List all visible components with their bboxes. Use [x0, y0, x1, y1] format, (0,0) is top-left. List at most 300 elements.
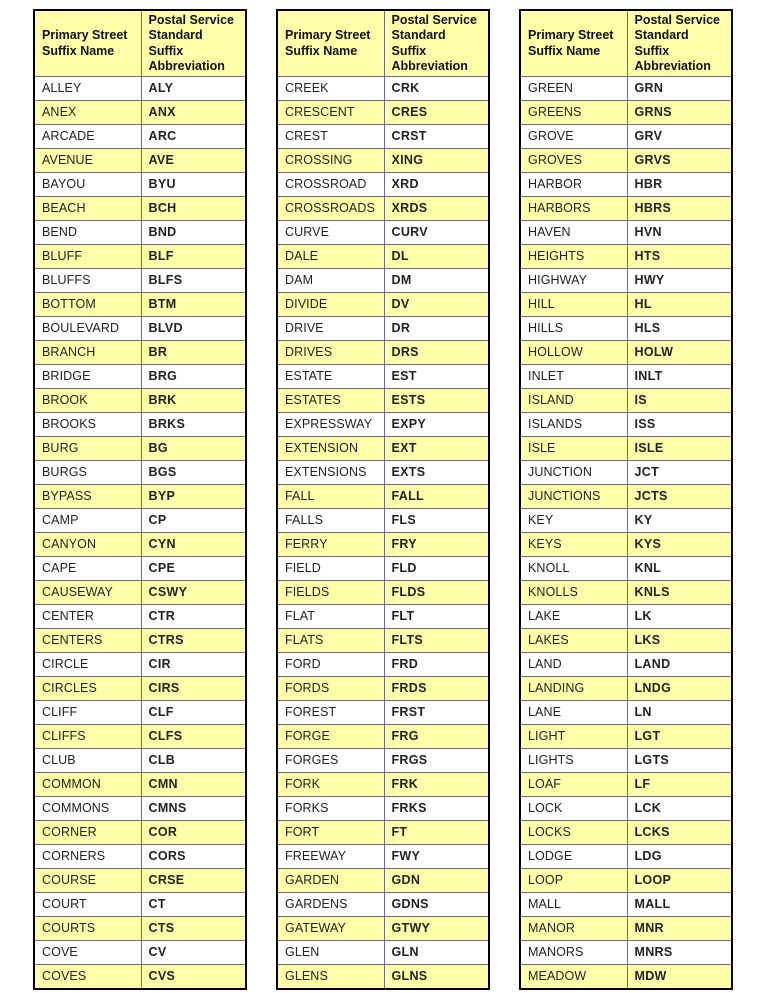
table-row — [277, 389, 489, 413]
suffix-abbreviation-cell: KNL — [627, 557, 732, 581]
suffix-abbreviation-cell: LN — [627, 701, 732, 725]
suffix-abbreviation-cell: CURV — [384, 221, 489, 245]
table-row — [520, 317, 732, 341]
suffix-name-cell: FORGE — [277, 725, 384, 749]
suffix-name-cell: ANEX — [34, 101, 141, 125]
table-row — [277, 917, 489, 941]
table-row — [277, 221, 489, 245]
table-row — [34, 317, 246, 341]
suffix-name-cell: CORNER — [34, 821, 141, 845]
suffix-name-cell: LAND — [520, 653, 627, 677]
table-row — [34, 245, 246, 269]
suffix-abbreviation-cell: FT — [384, 821, 489, 845]
table-row — [277, 365, 489, 389]
suffix-abbreviation-cell: CPE — [141, 557, 246, 581]
suffix-abbreviation-cell: GTWY — [384, 917, 489, 941]
header-primary-street-suffix-name: Primary Street Suffix Name — [34, 10, 141, 77]
suffix-abbreviation-cell: XING — [384, 149, 489, 173]
suffix-name-cell: LIGHTS — [520, 749, 627, 773]
table-row — [520, 725, 732, 749]
suffix-abbreviation-cell: ISS — [627, 413, 732, 437]
suffix-name-cell: CLUB — [34, 749, 141, 773]
table-row — [34, 845, 246, 869]
table-row — [34, 749, 246, 773]
suffix-name-cell: KNOLLS — [520, 581, 627, 605]
suffix-abbreviation-cell: CLB — [141, 749, 246, 773]
table-row — [34, 629, 246, 653]
suffix-name-cell: EXTENSION — [277, 437, 384, 461]
table-row — [277, 557, 489, 581]
suffix-name-cell: INLET — [520, 365, 627, 389]
suffix-name-cell: ESTATES — [277, 389, 384, 413]
suffix-abbreviation-cell: BLFS — [141, 269, 246, 293]
suffix-abbreviation-cell: FLT — [384, 605, 489, 629]
suffix-name-cell: HILL — [520, 293, 627, 317]
table-row — [277, 197, 489, 221]
table-row — [520, 629, 732, 653]
suffix-name-cell: LAKE — [520, 605, 627, 629]
table-row — [520, 125, 732, 149]
suffix-name-cell: GLENS — [277, 965, 384, 989]
suffix-abbreviation-cell: MNRS — [627, 941, 732, 965]
table-row — [34, 101, 246, 125]
table-row — [520, 197, 732, 221]
table-row — [520, 365, 732, 389]
suffix-name-cell: ISLE — [520, 437, 627, 461]
suffix-name-cell: BAYOU — [34, 173, 141, 197]
suffix-abbreviation-cell: HOLW — [627, 341, 732, 365]
suffix-abbreviation-cell: FRST — [384, 701, 489, 725]
table-row — [520, 677, 732, 701]
suffix-abbreviation-cell: FLDS — [384, 581, 489, 605]
table-row — [34, 437, 246, 461]
suffix-name-cell: DRIVE — [277, 317, 384, 341]
suffix-abbreviation-cell: BR — [141, 341, 246, 365]
suffix-abbreviation-cell: CRSE — [141, 869, 246, 893]
suffix-abbreviation-cell: CTRS — [141, 629, 246, 653]
suffix-abbreviation-cell: CMN — [141, 773, 246, 797]
table-header — [34, 10, 246, 77]
table-row — [520, 965, 732, 989]
header-postal-service-standard-suffix-abbreviation: Postal Service Standard Suffix Abbreviation — [141, 10, 246, 77]
suffix-name-cell: BLUFFS — [34, 269, 141, 293]
table-row — [277, 845, 489, 869]
table-body-3 — [520, 77, 732, 989]
suffix-abbreviation-cell: BGS — [141, 461, 246, 485]
table-row — [277, 413, 489, 437]
suffix-name-cell: HARBOR — [520, 173, 627, 197]
header-row — [34, 10, 246, 77]
suffix-abbreviation-cell: CP — [141, 509, 246, 533]
suffix-name-cell: FLAT — [277, 605, 384, 629]
suffix-abbreviation-cell: KNLS — [627, 581, 732, 605]
suffix-abbreviation-cell: KYS — [627, 533, 732, 557]
suffix-name-cell: GROVES — [520, 149, 627, 173]
suffix-abbreviation-cell: KY — [627, 509, 732, 533]
suffix-abbreviation-cell: GRN — [627, 77, 732, 101]
table-row — [520, 221, 732, 245]
suffix-name-cell: BRIDGE — [34, 365, 141, 389]
table-row — [277, 485, 489, 509]
table-row — [34, 269, 246, 293]
suffix-name-cell: FORDS — [277, 677, 384, 701]
table-row — [34, 605, 246, 629]
suffix-abbreviation-cell: FLD — [384, 557, 489, 581]
suffix-name-cell: CLIFF — [34, 701, 141, 725]
table-row — [520, 581, 732, 605]
suffix-abbreviation-cell: DRS — [384, 341, 489, 365]
suffix-abbreviation-cell: FWY — [384, 845, 489, 869]
suffix-name-cell: DRIVES — [277, 341, 384, 365]
suffix-name-cell: COMMON — [34, 773, 141, 797]
table-row — [34, 389, 246, 413]
suffix-name-cell: FOREST — [277, 701, 384, 725]
suffix-abbreviation-cell: HWY — [627, 269, 732, 293]
suffix-abbreviation-cell: DL — [384, 245, 489, 269]
suffix-abbreviation-cell: BYU — [141, 173, 246, 197]
table-body-2 — [277, 77, 489, 989]
suffix-abbreviation-cell: EST — [384, 365, 489, 389]
suffix-name-cell: CLIFFS — [34, 725, 141, 749]
suffix-name-cell: CAPE — [34, 557, 141, 581]
suffix-name-cell: CRESCENT — [277, 101, 384, 125]
table-row — [277, 629, 489, 653]
suffix-abbreviation-cell: ALY — [141, 77, 246, 101]
table-row — [34, 125, 246, 149]
suffix-abbreviation-cell: FRG — [384, 725, 489, 749]
table-row — [520, 77, 732, 101]
suffix-name-cell: JUNCTIONS — [520, 485, 627, 509]
header-row — [277, 10, 489, 77]
suffix-name-cell: COVES — [34, 965, 141, 989]
suffix-name-cell: HILLS — [520, 317, 627, 341]
suffix-abbreviation-cell: FRKS — [384, 797, 489, 821]
suffix-abbreviation-cell: GDN — [384, 869, 489, 893]
suffix-name-cell: MEADOW — [520, 965, 627, 989]
suffix-abbreviation-cell: HBRS — [627, 197, 732, 221]
suffix-abbreviation-cell: XRDS — [384, 197, 489, 221]
suffix-abbreviation-cell: JCT — [627, 461, 732, 485]
suffix-abbreviation-cell: AVE — [141, 149, 246, 173]
table-row — [277, 293, 489, 317]
table-row — [34, 293, 246, 317]
table-row — [34, 725, 246, 749]
suffix-name-cell: MALL — [520, 893, 627, 917]
suffix-abbreviation-cell: FRD — [384, 653, 489, 677]
suffix-abbreviation-cell: HBR — [627, 173, 732, 197]
table-row — [277, 677, 489, 701]
suffix-name-cell: GROVE — [520, 125, 627, 149]
table-row — [520, 293, 732, 317]
table-row — [277, 893, 489, 917]
suffix-abbreviation-cell: GDNS — [384, 893, 489, 917]
table-row — [277, 125, 489, 149]
suffix-name-cell: DIVIDE — [277, 293, 384, 317]
table-row — [520, 461, 732, 485]
suffix-abbreviation-cell: FLTS — [384, 629, 489, 653]
suffix-abbreviation-cell: LAND — [627, 653, 732, 677]
suffix-abbreviation-cell: FRK — [384, 773, 489, 797]
table-row — [277, 941, 489, 965]
table-row — [277, 797, 489, 821]
suffix-abbreviation-cell: ESTS — [384, 389, 489, 413]
suffix-abbreviation-cell: BG — [141, 437, 246, 461]
table-row — [277, 509, 489, 533]
suffix-name-cell: FORGES — [277, 749, 384, 773]
suffix-abbreviation-cell: CSWY — [141, 581, 246, 605]
suffix-name-cell: GREEN — [520, 77, 627, 101]
suffix-abbreviation-cell: CVS — [141, 965, 246, 989]
suffix-abbreviation-cell: FALL — [384, 485, 489, 509]
suffix-abbreviation-cell: CT — [141, 893, 246, 917]
table-row — [34, 869, 246, 893]
table-row — [520, 149, 732, 173]
suffix-name-cell: FORK — [277, 773, 384, 797]
table-row — [34, 509, 246, 533]
suffix-name-cell: KEY — [520, 509, 627, 533]
suffix-name-cell: CURVE — [277, 221, 384, 245]
table-row — [34, 677, 246, 701]
suffix-abbreviation-cell: BLF — [141, 245, 246, 269]
suffix-name-cell: MANOR — [520, 917, 627, 941]
suffix-name-cell: CAMP — [34, 509, 141, 533]
suffix-abbreviation-cell: BRG — [141, 365, 246, 389]
suffix-name-cell: GATEWAY — [277, 917, 384, 941]
suffix-abbreviation-cell: MDW — [627, 965, 732, 989]
suffix-abbreviation-cell: BCH — [141, 197, 246, 221]
suffix-abbreviation-cell: LOOP — [627, 869, 732, 893]
suffix-abbreviation-cell: DV — [384, 293, 489, 317]
suffix-name-cell: GREENS — [520, 101, 627, 125]
suffix-abbreviation-cell: HVN — [627, 221, 732, 245]
suffix-name-cell: FORD — [277, 653, 384, 677]
suffix-abbreviation-cell: CRES — [384, 101, 489, 125]
suffix-name-cell: HEIGHTS — [520, 245, 627, 269]
table-row — [277, 965, 489, 989]
header-postal-service-standard-suffix-abbreviation: Postal Service Standard Suffix Abbreviation — [384, 10, 489, 77]
table-row — [277, 173, 489, 197]
suffix-name-cell: BROOK — [34, 389, 141, 413]
table-row — [34, 461, 246, 485]
table-row — [520, 749, 732, 773]
suffix-name-cell: CORNERS — [34, 845, 141, 869]
suffix-abbreviation-cell: HTS — [627, 245, 732, 269]
suffix-name-cell: BEACH — [34, 197, 141, 221]
suffix-abbreviation-cell: BLVD — [141, 317, 246, 341]
table-row — [34, 149, 246, 173]
suffix-name-cell: ALLEY — [34, 77, 141, 101]
suffix-abbreviation-cell: BRK — [141, 389, 246, 413]
header-postal-service-standard-suffix-abbreviation: Postal Service Standard Suffix Abbreviation — [627, 10, 732, 77]
suffix-name-cell: JUNCTION — [520, 461, 627, 485]
suffix-name-cell: HOLLOW — [520, 341, 627, 365]
suffix-name-cell: HARBORS — [520, 197, 627, 221]
suffix-name-cell: GLEN — [277, 941, 384, 965]
suffix-abbreviation-cell: LGT — [627, 725, 732, 749]
suffix-name-cell: ISLANDS — [520, 413, 627, 437]
suffix-name-cell: COVE — [34, 941, 141, 965]
table-row — [520, 173, 732, 197]
suffix-name-cell: BOULEVARD — [34, 317, 141, 341]
table-row — [520, 773, 732, 797]
table-row — [277, 245, 489, 269]
table-row — [277, 869, 489, 893]
table-row — [34, 197, 246, 221]
table-row — [277, 533, 489, 557]
suffix-name-cell: KNOLL — [520, 557, 627, 581]
table-row — [34, 653, 246, 677]
suffix-abbreviation-cell: GRV — [627, 125, 732, 149]
table-row — [277, 269, 489, 293]
suffix-abbreviation-cell: ARC — [141, 125, 246, 149]
suffix-abbreviation-cell: GRVS — [627, 149, 732, 173]
table-row — [277, 341, 489, 365]
table-row — [34, 773, 246, 797]
table-body-1 — [34, 77, 246, 989]
suffix-abbreviation-cell: MNR — [627, 917, 732, 941]
suffix-abbreviation-cell: CIR — [141, 653, 246, 677]
suffix-name-cell: LOAF — [520, 773, 627, 797]
suffix-abbreviation-cell: BND — [141, 221, 246, 245]
table-row — [277, 581, 489, 605]
suffix-abbreviation-cell: DR — [384, 317, 489, 341]
table-row — [520, 605, 732, 629]
suffix-name-cell: BURG — [34, 437, 141, 461]
table-row — [34, 77, 246, 101]
suffix-name-cell: GARDENS — [277, 893, 384, 917]
table-row — [520, 701, 732, 725]
suffix-name-cell: BOTTOM — [34, 293, 141, 317]
suffix-abbreviation-cell: CLFS — [141, 725, 246, 749]
suffix-name-cell: CIRCLES — [34, 677, 141, 701]
suffix-name-cell: DALE — [277, 245, 384, 269]
table-row — [520, 437, 732, 461]
suffix-abbreviation-cell: BRKS — [141, 413, 246, 437]
suffix-name-cell: BEND — [34, 221, 141, 245]
suffix-name-cell: COURTS — [34, 917, 141, 941]
suffix-abbreviation-cell: ISLE — [627, 437, 732, 461]
table-row — [277, 701, 489, 725]
table-row — [520, 245, 732, 269]
suffix-name-cell: LOCK — [520, 797, 627, 821]
table-row — [277, 437, 489, 461]
table-row — [34, 413, 246, 437]
table-row — [520, 941, 732, 965]
suffix-name-cell: FORKS — [277, 797, 384, 821]
suffix-table-1 — [33, 9, 247, 990]
table-row — [34, 965, 246, 989]
suffix-name-cell: ARCADE — [34, 125, 141, 149]
suffix-name-cell: LOOP — [520, 869, 627, 893]
table-row — [520, 533, 732, 557]
suffix-name-cell: CREEK — [277, 77, 384, 101]
table-row — [277, 149, 489, 173]
suffix-abbreviation-cell: DM — [384, 269, 489, 293]
table-row — [34, 821, 246, 845]
suffix-name-cell: FREEWAY — [277, 845, 384, 869]
suffix-name-cell: LANE — [520, 701, 627, 725]
suffix-name-cell: FIELD — [277, 557, 384, 581]
suffix-name-cell: BROOKS — [34, 413, 141, 437]
suffix-abbreviation-cell: CTS — [141, 917, 246, 941]
suffix-name-cell: FORT — [277, 821, 384, 845]
suffix-abbreviation-cell: FLS — [384, 509, 489, 533]
table-header — [277, 10, 489, 77]
table-row — [277, 77, 489, 101]
table-row — [34, 701, 246, 725]
suffix-name-cell: FIELDS — [277, 581, 384, 605]
table-row — [520, 557, 732, 581]
suffix-abbreviation-cell: HLS — [627, 317, 732, 341]
table-row — [277, 773, 489, 797]
table-row — [277, 461, 489, 485]
suffix-name-cell: MANORS — [520, 941, 627, 965]
table-row — [34, 557, 246, 581]
suffix-name-cell: CIRCLE — [34, 653, 141, 677]
suffix-name-cell: CENTERS — [34, 629, 141, 653]
suffix-name-cell: HIGHWAY — [520, 269, 627, 293]
table-row — [520, 509, 732, 533]
suffix-name-cell: COURT — [34, 893, 141, 917]
suffix-abbreviation-cell: LF — [627, 773, 732, 797]
suffix-abbreviation-cell: GLNS — [384, 965, 489, 989]
table-row — [520, 797, 732, 821]
table-row — [277, 821, 489, 845]
table-row — [277, 605, 489, 629]
suffix-name-cell: DAM — [277, 269, 384, 293]
suffix-abbreviation-cell: BYP — [141, 485, 246, 509]
table-row — [34, 893, 246, 917]
suffix-name-cell: CREST — [277, 125, 384, 149]
suffix-name-cell: KEYS — [520, 533, 627, 557]
suffix-abbreviation-cell: EXPY — [384, 413, 489, 437]
suffix-name-cell: AVENUE — [34, 149, 141, 173]
header-row — [520, 10, 732, 77]
table-row — [277, 725, 489, 749]
table-row — [34, 797, 246, 821]
suffix-name-cell: EXPRESSWAY — [277, 413, 384, 437]
suffix-name-cell: CROSSROAD — [277, 173, 384, 197]
suffix-abbreviation-cell: LNDG — [627, 677, 732, 701]
suffix-abbreviation-cell: GLN — [384, 941, 489, 965]
suffix-name-cell: GARDEN — [277, 869, 384, 893]
suffix-abbreviation-cell: CORS — [141, 845, 246, 869]
table-row — [277, 653, 489, 677]
table-row — [34, 581, 246, 605]
suffix-name-cell: FALL — [277, 485, 384, 509]
suffix-name-cell: ESTATE — [277, 365, 384, 389]
table-row — [520, 269, 732, 293]
header-primary-street-suffix-name: Primary Street Suffix Name — [520, 10, 627, 77]
suffix-name-cell: FERRY — [277, 533, 384, 557]
table-row — [277, 749, 489, 773]
suffix-name-cell: CANYON — [34, 533, 141, 557]
table-row — [520, 485, 732, 509]
suffix-abbreviation-cell: MALL — [627, 893, 732, 917]
table-row — [520, 869, 732, 893]
table-row — [277, 317, 489, 341]
suffix-name-cell: FLATS — [277, 629, 384, 653]
table-row — [34, 917, 246, 941]
table-row — [520, 821, 732, 845]
suffix-name-cell: EXTENSIONS — [277, 461, 384, 485]
table-row — [520, 893, 732, 917]
table-row — [34, 365, 246, 389]
table-row — [520, 917, 732, 941]
suffix-name-cell: COURSE — [34, 869, 141, 893]
suffix-abbreviation-cell: EXTS — [384, 461, 489, 485]
suffix-name-cell: LODGE — [520, 845, 627, 869]
